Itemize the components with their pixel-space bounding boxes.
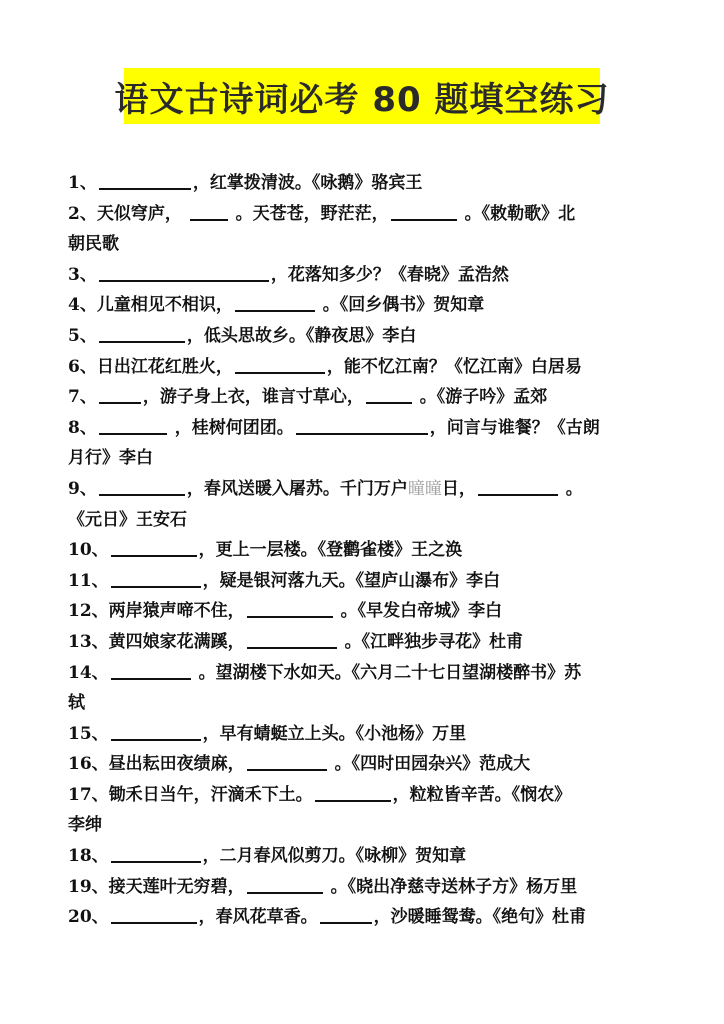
- line-text: ，红掌拨清波。《咏鹅》骆宾王: [192, 173, 423, 193]
- line-text: ，春风花草香。: [198, 907, 318, 928]
- line-text: 11、: [68, 570, 109, 591]
- line-text: 。《敕勒歌》北: [458, 203, 576, 224]
- exercise-line: [68, 841, 658, 872]
- line-text: 。《江畔独步寻花》杜甫: [338, 631, 524, 652]
- line-text: 19、接天莲叶无穷碧，: [68, 876, 245, 897]
- line-text: 朝民歌: [68, 234, 119, 255]
- fill-in-blank[interactable]: [111, 739, 201, 741]
- exercise-line: [68, 810, 658, 841]
- exercise-line: [68, 352, 658, 383]
- fill-in-blank[interactable]: [111, 861, 201, 863]
- line-text: ，沙暖睡鸳鸯。《绝句》杜甫: [373, 907, 587, 928]
- line-text: 15、: [68, 723, 109, 744]
- exercise-line: [68, 474, 658, 505]
- exercise-line: [68, 443, 658, 474]
- exercise-line: [68, 627, 658, 658]
- fill-in-blank[interactable]: [315, 800, 391, 802]
- exercise-line: [68, 382, 658, 413]
- fill-in-blank[interactable]: [235, 372, 325, 374]
- line-text: 。《晓出净慈寺送林子方》杨万里: [324, 876, 578, 897]
- line-text: 5、: [68, 325, 97, 346]
- exercise-line: [68, 688, 658, 719]
- page-title: 语文古诗词必考 80 题填空练习: [114, 79, 610, 120]
- exercise-line: [68, 749, 658, 780]
- fill-in-blank[interactable]: [99, 188, 191, 190]
- line-text: 。: [559, 478, 583, 499]
- line-text: 月行》李白: [68, 448, 153, 469]
- line-text: 12、两岸猿声啼不住，: [68, 601, 245, 622]
- line-text: 1、: [68, 173, 97, 193]
- line-text: 日，: [441, 478, 476, 499]
- line-text: 李绅: [68, 815, 102, 836]
- line-text: 。《游子吟》孟郊: [413, 387, 548, 408]
- line-text: ，桂树何团团。: [168, 417, 294, 438]
- line-text: 《元日》王安石: [68, 509, 187, 530]
- exercise-line: [68, 535, 658, 566]
- line-text: ，花落知多少？《春晓》孟浩然: [270, 264, 509, 285]
- line-text: 9、: [68, 478, 97, 499]
- line-text: ，游子身上衣，谁言寸草心，: [142, 387, 364, 408]
- fill-in-blank[interactable]: [99, 433, 167, 435]
- exercise-line: [68, 902, 658, 933]
- exercise-line: [68, 290, 658, 321]
- exercise-line: [68, 168, 658, 199]
- exercise-line: [68, 505, 658, 536]
- fill-in-blank[interactable]: [247, 616, 333, 618]
- line-text: ，春风送暖入屠苏。千门万户: [186, 478, 408, 499]
- line-text: 17、锄禾日当午，汗滴禾下土。: [68, 784, 313, 805]
- line-text: 3、: [68, 264, 97, 285]
- exercise-line: [68, 199, 658, 230]
- line-text: 。《早发白帝城》李白: [334, 601, 503, 622]
- exercise-line: [68, 566, 658, 597]
- line-text: 13、黄四娘家花满蹊，: [68, 631, 245, 652]
- exercise-line: [68, 596, 658, 627]
- exercise-line: [68, 719, 658, 750]
- line-text: 2、天似穹庐，: [68, 203, 188, 224]
- exercise-line: [68, 321, 658, 352]
- line-text: 4、儿童相见不相识，: [68, 295, 233, 316]
- line-text: 。望湖楼下水如天。《六月二十七日望湖楼醉书》苏: [192, 662, 582, 683]
- line-text: 18、: [68, 846, 109, 867]
- line-text: 。《回乡偶书》贺知章: [316, 295, 485, 316]
- line-text: ，更上一层楼。《登鹳雀楼》王之涣: [198, 540, 463, 561]
- fill-in-blank[interactable]: [320, 922, 372, 924]
- fill-in-blank[interactable]: [296, 433, 428, 435]
- exercise-line: [68, 872, 658, 903]
- line-text: 16、昼出耘田夜绩麻，: [68, 754, 245, 775]
- exercise-line: [68, 229, 658, 260]
- fill-in-blank[interactable]: [391, 219, 457, 221]
- line-text: 7、: [68, 387, 97, 408]
- exercise-line: [68, 780, 658, 811]
- line-text: 8、: [68, 417, 97, 438]
- line-text: ，早有蜻蜓立上头。《小池杨》万里: [202, 723, 467, 744]
- fill-in-blank[interactable]: [111, 555, 197, 557]
- fill-in-blank[interactable]: [111, 586, 201, 588]
- fill-in-blank[interactable]: [190, 219, 228, 221]
- fill-in-blank[interactable]: [478, 494, 558, 496]
- line-text: 。《四时田园杂兴》范成大: [328, 754, 531, 775]
- fill-in-blank[interactable]: [99, 494, 185, 496]
- line-text: ，二月春风似剪刀。《咏柳》贺知章: [202, 846, 467, 867]
- fill-in-blank[interactable]: [111, 678, 191, 680]
- line-text: 轼: [68, 693, 85, 714]
- gray-text: 曈曈: [407, 478, 442, 499]
- fill-in-blank[interactable]: [235, 310, 315, 312]
- fill-in-blank[interactable]: [366, 402, 412, 404]
- line-text: ，能不忆江南？《忆江南》白居易: [326, 356, 582, 377]
- fill-in-blank[interactable]: [247, 769, 327, 771]
- line-text: ，疑是银河落九天。《望庐山瀑布》李白: [202, 570, 501, 591]
- fill-in-blank[interactable]: [111, 922, 197, 924]
- line-text: ，低头思故乡。《静夜思》李白: [186, 325, 417, 346]
- line-text: ，粒粒皆辛苦。《悯农》: [392, 784, 572, 805]
- line-text: 6、日出江花红胜火，: [68, 356, 233, 377]
- fill-in-blank[interactable]: [99, 402, 141, 404]
- line-text: ，问言与谁餐？《古朗: [429, 417, 600, 438]
- line-text: 20、: [68, 907, 109, 928]
- exercise-list: [68, 168, 658, 933]
- fill-in-blank[interactable]: [99, 280, 269, 282]
- fill-in-blank[interactable]: [247, 647, 337, 649]
- exercise-line: [68, 260, 658, 291]
- title-banner: [114, 68, 610, 124]
- fill-in-blank[interactable]: [99, 341, 185, 343]
- line-text: 。天苍苍，野茫茫，: [229, 203, 389, 224]
- exercise-line: [68, 658, 658, 689]
- line-text: 14、: [68, 662, 109, 683]
- exercise-line: [68, 413, 658, 444]
- fill-in-blank[interactable]: [247, 892, 323, 894]
- line-text: 10、: [68, 540, 109, 561]
